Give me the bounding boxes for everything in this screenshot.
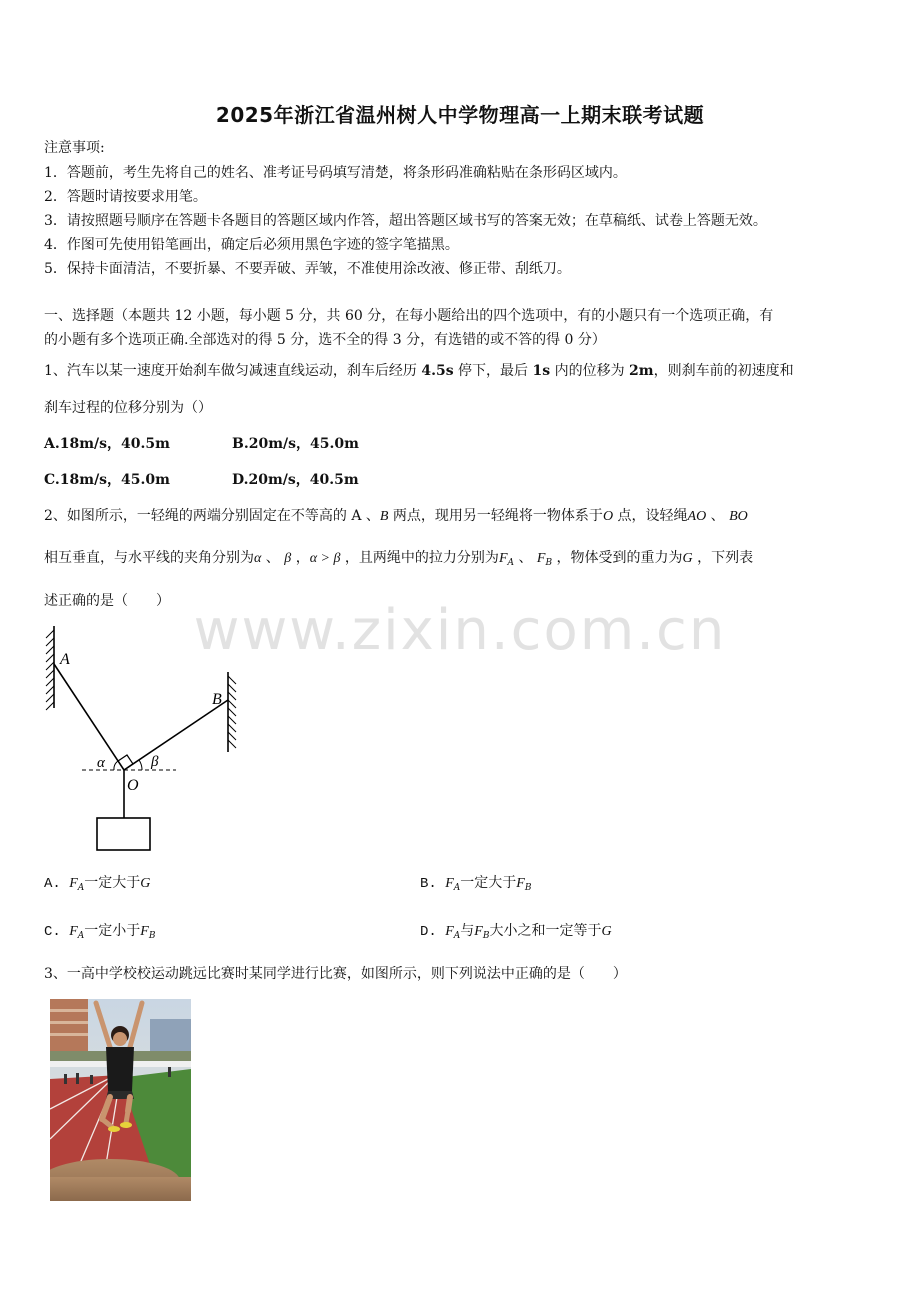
label-o: O	[127, 777, 139, 794]
rope-ao	[54, 664, 124, 770]
question-2-option-c: C. $F_A$一定小于$F_B$	[44, 923, 156, 941]
page-title: 2025年浙江省温州树人中学物理高一上期末联考试题	[215, 103, 705, 127]
alpha-arc	[114, 761, 118, 770]
question-2-line-1: 2、如图所示，一轻绳的两端分别固定在不等高的 A 、B 两点，现用另一轻绳将一物体系于O 点，设轻绳AO 、 BO	[44, 508, 748, 524]
question-2-option-d: D. $F_A$与$F_B$大小之和一定等于G	[420, 923, 612, 941]
question-2-line-3: 述正确的是（ ）	[44, 593, 170, 609]
question-3-text: 3、一高中学校校运动跳远比赛时某同学进行比赛，如图所示，则下列说法中正确的是（ ）	[44, 966, 627, 982]
question-1-option-c: C.18m/s，45.0m	[44, 472, 170, 488]
question-1-option-b: B.20m/s，45.0m	[232, 436, 359, 452]
question-1-line-1: 1、汽车以某一速度开始刹车做匀减速直线运动，刹车后经历 4.5s 停下，最后 1s 内的位移为 2m，则刹车前的初速度和	[44, 363, 794, 379]
notice-item: 2．答题时请按要求用笔。	[44, 189, 207, 205]
hanging-block	[97, 818, 150, 850]
beta-arc	[139, 760, 142, 770]
notice-item: 3．请按照题号顺序在答题卡各题目的答题区域内作答，超出答题区域书写的答案无效；在草稿纸、试卷上答题无效。	[44, 213, 767, 229]
question-1-line-2: 刹车过程的位移分别为（）	[44, 400, 212, 416]
question-1-option-d: D.20m/s，40.5m	[232, 472, 359, 488]
notice-heading: 注意事项:	[44, 140, 105, 156]
question-2-option-a: A. $F_A$一定大于G	[44, 875, 151, 893]
section-heading-cont: 的小题有多个选项正确.全部选对的得 5 分，选不全的得 3 分，有选错的或不答的得 0 分）	[44, 332, 606, 348]
rope-diagram	[40, 622, 250, 854]
rope-bo	[124, 700, 228, 770]
watermark: www.zixin.com.cn	[193, 598, 727, 663]
right-wall-hatch	[228, 676, 236, 748]
long-jump-photo	[50, 999, 191, 1201]
label-b: B	[212, 691, 222, 708]
notice-item: 5．保持卡面清洁，不要折暴、不要弄破、弄皱，不准使用涂改液、修正带、刮纸刀。	[44, 261, 571, 277]
question-2-line-2: 相互垂直，与水平线的夹角分别为α 、 β ，α > β ，且两绳中的拉力分别为$F_A$ 、 $F_B$ ，物体受到的重力为G ，下列表	[44, 550, 754, 568]
section-heading: 一、选择题（本题共 12 小题，每小题 5 分，共 60 分，在每小题给出的四个选项中，有的小题只有一个选项正确，有	[44, 308, 774, 324]
label-alpha: α	[97, 755, 105, 771]
notice-item: 4．作图可先使用铅笔画出，确定后必须用黑色字迹的签字笔描黑。	[44, 237, 459, 253]
notice-item: 1．答题前，考生先将自己的姓名、准考证号码填写清楚，将条形码准确粘贴在条形码区域内。	[44, 165, 627, 181]
question-1-option-a: A.18m/s，40.5m	[44, 436, 170, 452]
label-beta: β	[151, 754, 159, 770]
left-wall-hatch	[46, 630, 54, 710]
label-a: A	[60, 651, 70, 668]
question-2-option-b: B. $F_A$一定大于$F_B$	[420, 875, 532, 893]
right-angle-mark	[118, 755, 133, 764]
